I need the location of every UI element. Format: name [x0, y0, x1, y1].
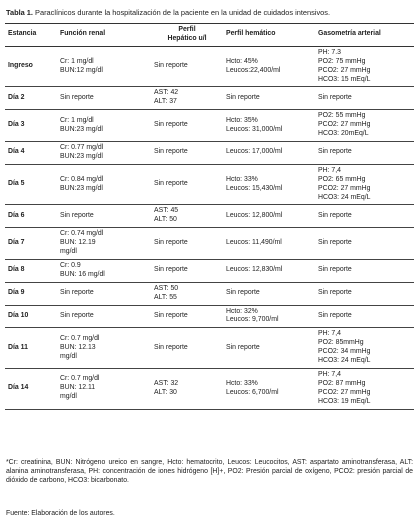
gas-cell-line: Sin reporte	[318, 266, 352, 274]
hematic-cell-line: Leucos:22,400/ml	[226, 66, 281, 74]
table-row	[5, 46, 414, 87]
hepatic-cell-line: ALT: 50	[154, 216, 177, 224]
stage-cell: Día 5	[5, 164, 57, 205]
table-row	[5, 87, 414, 110]
gas-cell	[315, 305, 414, 328]
renal-cell	[57, 328, 151, 369]
gas-cell-line: Sin reporte	[318, 289, 352, 297]
gas-cell-line: HCO3: 24 mEq/L	[318, 193, 371, 201]
hepatic-cell-line: Sin reporte	[154, 343, 188, 351]
table-row	[5, 259, 414, 282]
stage-cell: Día 4	[5, 141, 57, 164]
hepatic-cell	[151, 305, 223, 328]
gas-cell-line: PH: 7,4	[318, 330, 341, 338]
renal-cell-line: BUN: 12.19	[60, 239, 96, 247]
table-caption	[6, 8, 330, 17]
gas-cell-line: PO2: 75 mmHg	[318, 57, 366, 65]
table-row	[5, 369, 414, 410]
hematic-cell	[223, 259, 315, 282]
gas-cell-line: PCO2: 34 mmHg	[318, 348, 371, 356]
renal-cell-line: Cr: 0.7 mg/dl	[60, 334, 100, 342]
table-row	[5, 164, 414, 205]
hematic-cell-line: Leucos: 6,700/ml	[226, 388, 279, 396]
hematic-cell	[223, 141, 315, 164]
renal-cell-line: mg/dl	[60, 352, 77, 360]
gas-cell-line: Sin reporte	[318, 148, 352, 156]
stage-cell: Día 14	[5, 369, 57, 410]
header-hepatic-line2: Hepático u/l	[167, 34, 207, 42]
gas-cell-line: PCO2: 27 mmHg	[318, 66, 371, 74]
gas-cell	[315, 46, 414, 87]
table-caption-text: Paraclínicos durante la hospitalización de la paciente en la unidad de cuidados intensivos.	[32, 8, 331, 17]
renal-cell-line: Cr: 1 mg/dl	[60, 57, 94, 65]
stage-cell: Día 3	[5, 110, 57, 142]
hepatic-cell	[151, 328, 223, 369]
hematic-cell-line: Sin reporte	[226, 93, 260, 101]
renal-cell-line: BUN:12 mg/dl	[60, 66, 103, 74]
hematic-cell	[223, 228, 315, 260]
gas-cell-line: HCO3: 24 mEq/L	[318, 357, 371, 365]
renal-cell-line: Sin reporte	[60, 289, 94, 297]
gas-cell	[315, 164, 414, 205]
gas-cell-line: PCO2: 27 mmHg	[318, 388, 371, 396]
hematic-cell	[223, 369, 315, 410]
hepatic-cell	[151, 46, 223, 87]
renal-cell-line: Cr: 0.7 mg/dl	[60, 375, 100, 383]
hematic-cell	[223, 46, 315, 87]
hepatic-cell-line: ALT: 30	[154, 388, 177, 396]
renal-cell	[57, 110, 151, 142]
stage-cell: Ingreso	[5, 46, 57, 87]
renal-cell	[57, 228, 151, 260]
hepatic-cell-line: AST: 45	[154, 207, 179, 215]
gas-cell-line: HCO3: 19 mEq/L	[318, 397, 371, 405]
hepatic-cell-line: AST: 50	[154, 284, 179, 292]
gas-cell-line: PCO2: 27 mmHg	[318, 184, 371, 192]
renal-cell-line: mg/dl	[60, 248, 77, 256]
table-header-row	[5, 24, 414, 47]
header-hematic: Perfil hemático	[223, 24, 315, 47]
hepatic-cell	[151, 141, 223, 164]
gas-cell-line: Sin reporte	[318, 239, 352, 247]
gas-cell	[315, 369, 414, 410]
renal-cell	[57, 87, 151, 110]
hepatic-cell	[151, 110, 223, 142]
renal-cell-line: Cr: 1 mg/dl	[60, 116, 94, 124]
gas-cell-line: Sin reporte	[318, 312, 352, 320]
hematic-cell-line: Sin reporte	[226, 289, 260, 297]
hepatic-cell	[151, 228, 223, 260]
hematic-cell	[223, 282, 315, 305]
hematic-cell	[223, 205, 315, 228]
renal-cell	[57, 259, 151, 282]
stage-cell: Día 8	[5, 259, 57, 282]
hepatic-cell-line: AST: 32	[154, 379, 179, 387]
table-row	[5, 328, 414, 369]
renal-cell-line: BUN: 12.11	[60, 384, 96, 392]
hepatic-cell-line: Sin reporte	[154, 148, 188, 156]
gas-cell-line: HCO3: 15 mEq/L	[318, 75, 371, 83]
table-row	[5, 228, 414, 260]
renal-cell-line: Sin reporte	[60, 93, 94, 101]
gas-cell-line: PO2: 65 mmHg	[318, 175, 366, 183]
hepatic-cell	[151, 205, 223, 228]
header-stage: Estancia	[5, 24, 57, 47]
hepatic-cell	[151, 164, 223, 205]
header-gas: Gasometría arterial	[315, 24, 414, 47]
hematic-cell-line: Leucos: 17,000/ml	[226, 148, 283, 156]
gas-cell-line: PO2: 87 mmHg	[318, 379, 366, 387]
hematic-cell	[223, 164, 315, 205]
hematic-cell-line: Hcto: 35%	[226, 116, 258, 124]
hepatic-cell-line: ALT: 37	[154, 98, 177, 106]
hematic-cell-line: Sin reporte	[226, 343, 260, 351]
hematic-cell-line: Hcto: 45%	[226, 57, 258, 65]
hematic-cell-line: Leucos: 31,000/ml	[226, 125, 283, 133]
renal-cell	[57, 46, 151, 87]
stage-cell: Día 7	[5, 228, 57, 260]
renal-cell-line: Cr: 0.9	[60, 261, 81, 269]
hepatic-cell	[151, 87, 223, 110]
renal-cell	[57, 164, 151, 205]
renal-cell-line: BUN:23 mg/dl	[60, 152, 103, 160]
renal-cell	[57, 282, 151, 305]
table-row	[5, 205, 414, 228]
header-hepatic-line1: Perfil	[178, 26, 196, 33]
renal-cell	[57, 141, 151, 164]
table-row	[5, 282, 414, 305]
renal-cell-line: BUN:23 mg/dl	[60, 184, 103, 192]
stage-cell: Día 11	[5, 328, 57, 369]
renal-cell-line: Cr: 0.74 mg/dl	[60, 230, 104, 238]
hematic-cell	[223, 110, 315, 142]
gas-cell	[315, 228, 414, 260]
hepatic-cell-line: Sin reporte	[154, 62, 188, 70]
renal-cell-line: mg/dl	[60, 393, 77, 401]
gas-cell-line: HCO3: 20mEq/L	[318, 130, 369, 138]
stage-cell: Día 9	[5, 282, 57, 305]
table-row	[5, 141, 414, 164]
hematic-cell-line: Hcto: 33%	[226, 379, 258, 387]
stage-cell: Día 10	[5, 305, 57, 328]
hepatic-cell-line: Sin reporte	[154, 121, 188, 129]
hematic-cell-line: Leucos: 11,490/ml	[226, 239, 282, 247]
gas-cell	[315, 328, 414, 369]
renal-cell-line: BUN:23 mg/dl	[60, 125, 103, 133]
hepatic-cell-line: Sin reporte	[154, 239, 188, 247]
hematic-cell-line: Leucos: 15,430/ml	[226, 184, 283, 192]
gas-cell	[315, 205, 414, 228]
renal-cell-line: Cr: 0.77 mg/dl	[60, 143, 104, 151]
hepatic-cell-line: Sin reporte	[154, 180, 188, 188]
gas-cell	[315, 110, 414, 142]
hepatic-cell	[151, 259, 223, 282]
gas-cell-line: PO2: 85mmHg	[318, 339, 364, 347]
hematic-cell-line: Hcto: 32%	[226, 307, 258, 315]
stage-cell: Día 6	[5, 205, 57, 228]
gas-cell-line: PCO2: 27 mmHg	[318, 121, 371, 129]
hematic-cell	[223, 87, 315, 110]
header-hepatic	[151, 24, 223, 47]
gas-cell	[315, 141, 414, 164]
hepatic-cell-line: Sin reporte	[154, 312, 188, 320]
gas-cell-line: PH: 7,4	[318, 166, 341, 174]
header-renal: Función renal	[57, 24, 151, 47]
gas-cell-line: PH: 7.3	[318, 48, 341, 56]
table-row	[5, 305, 414, 328]
gas-cell-line: PH: 7,4	[318, 371, 341, 378]
renal-cell-line: Sin reporte	[60, 211, 94, 219]
renal-cell	[57, 369, 151, 410]
gas-cell	[315, 282, 414, 305]
hepatic-cell-line: ALT: 55	[154, 293, 177, 301]
renal-cell-line: BUN: 16 mg/dl	[60, 270, 105, 278]
hematic-cell	[223, 305, 315, 328]
gas-cell	[315, 259, 414, 282]
hematic-cell	[223, 328, 315, 369]
hematic-cell-line: Hcto: 33%	[226, 175, 258, 183]
renal-cell-line: Cr: 0.84 mg/dl	[60, 175, 104, 183]
renal-cell-line: Sin reporte	[60, 312, 94, 320]
gas-cell	[315, 87, 414, 110]
renal-cell-line: BUN: 12.13	[60, 343, 96, 351]
hepatic-cell	[151, 369, 223, 410]
gas-cell-line: Sin reporte	[318, 93, 352, 101]
hepatic-cell-line: Sin reporte	[154, 266, 188, 274]
table-caption-label: Tabla 1.	[6, 8, 33, 17]
stage-cell: Día 2	[5, 87, 57, 110]
source-note: Fuente: Elaboración de los autores.	[6, 510, 115, 517]
gas-cell-line: Sin reporte	[318, 211, 352, 219]
gas-cell-line: PO2: 55 mmHg	[318, 112, 366, 120]
table-row	[5, 110, 414, 142]
renal-cell	[57, 205, 151, 228]
hepatic-cell	[151, 282, 223, 305]
hepatic-cell-line: AST: 42	[154, 89, 179, 97]
footnote: *Cr: creatinina, BUN: Nitrógeno ureico en sangre, Hcto: hematocrito, Leucos: Leucocitos, AST: aspartato aminotransferasa, ALT: alanina aminotransferasa, PH: concentración de iones hidrógeno [H]+, PO2: Presión parcial de oxígeno, PCO2: presión parcial de dióxido de carbono, HCO3: bicarbonato.	[6, 459, 413, 484]
table-body	[5, 46, 414, 409]
hematic-cell-line: Leucos: 12,800/ml	[226, 211, 283, 219]
hematic-cell-line: Leucos: 12,830/ml	[226, 266, 283, 274]
renal-cell	[57, 305, 151, 328]
paraclinicos-table	[5, 23, 414, 410]
hematic-cell-line: Leucos: 9,700/ml	[226, 316, 279, 324]
